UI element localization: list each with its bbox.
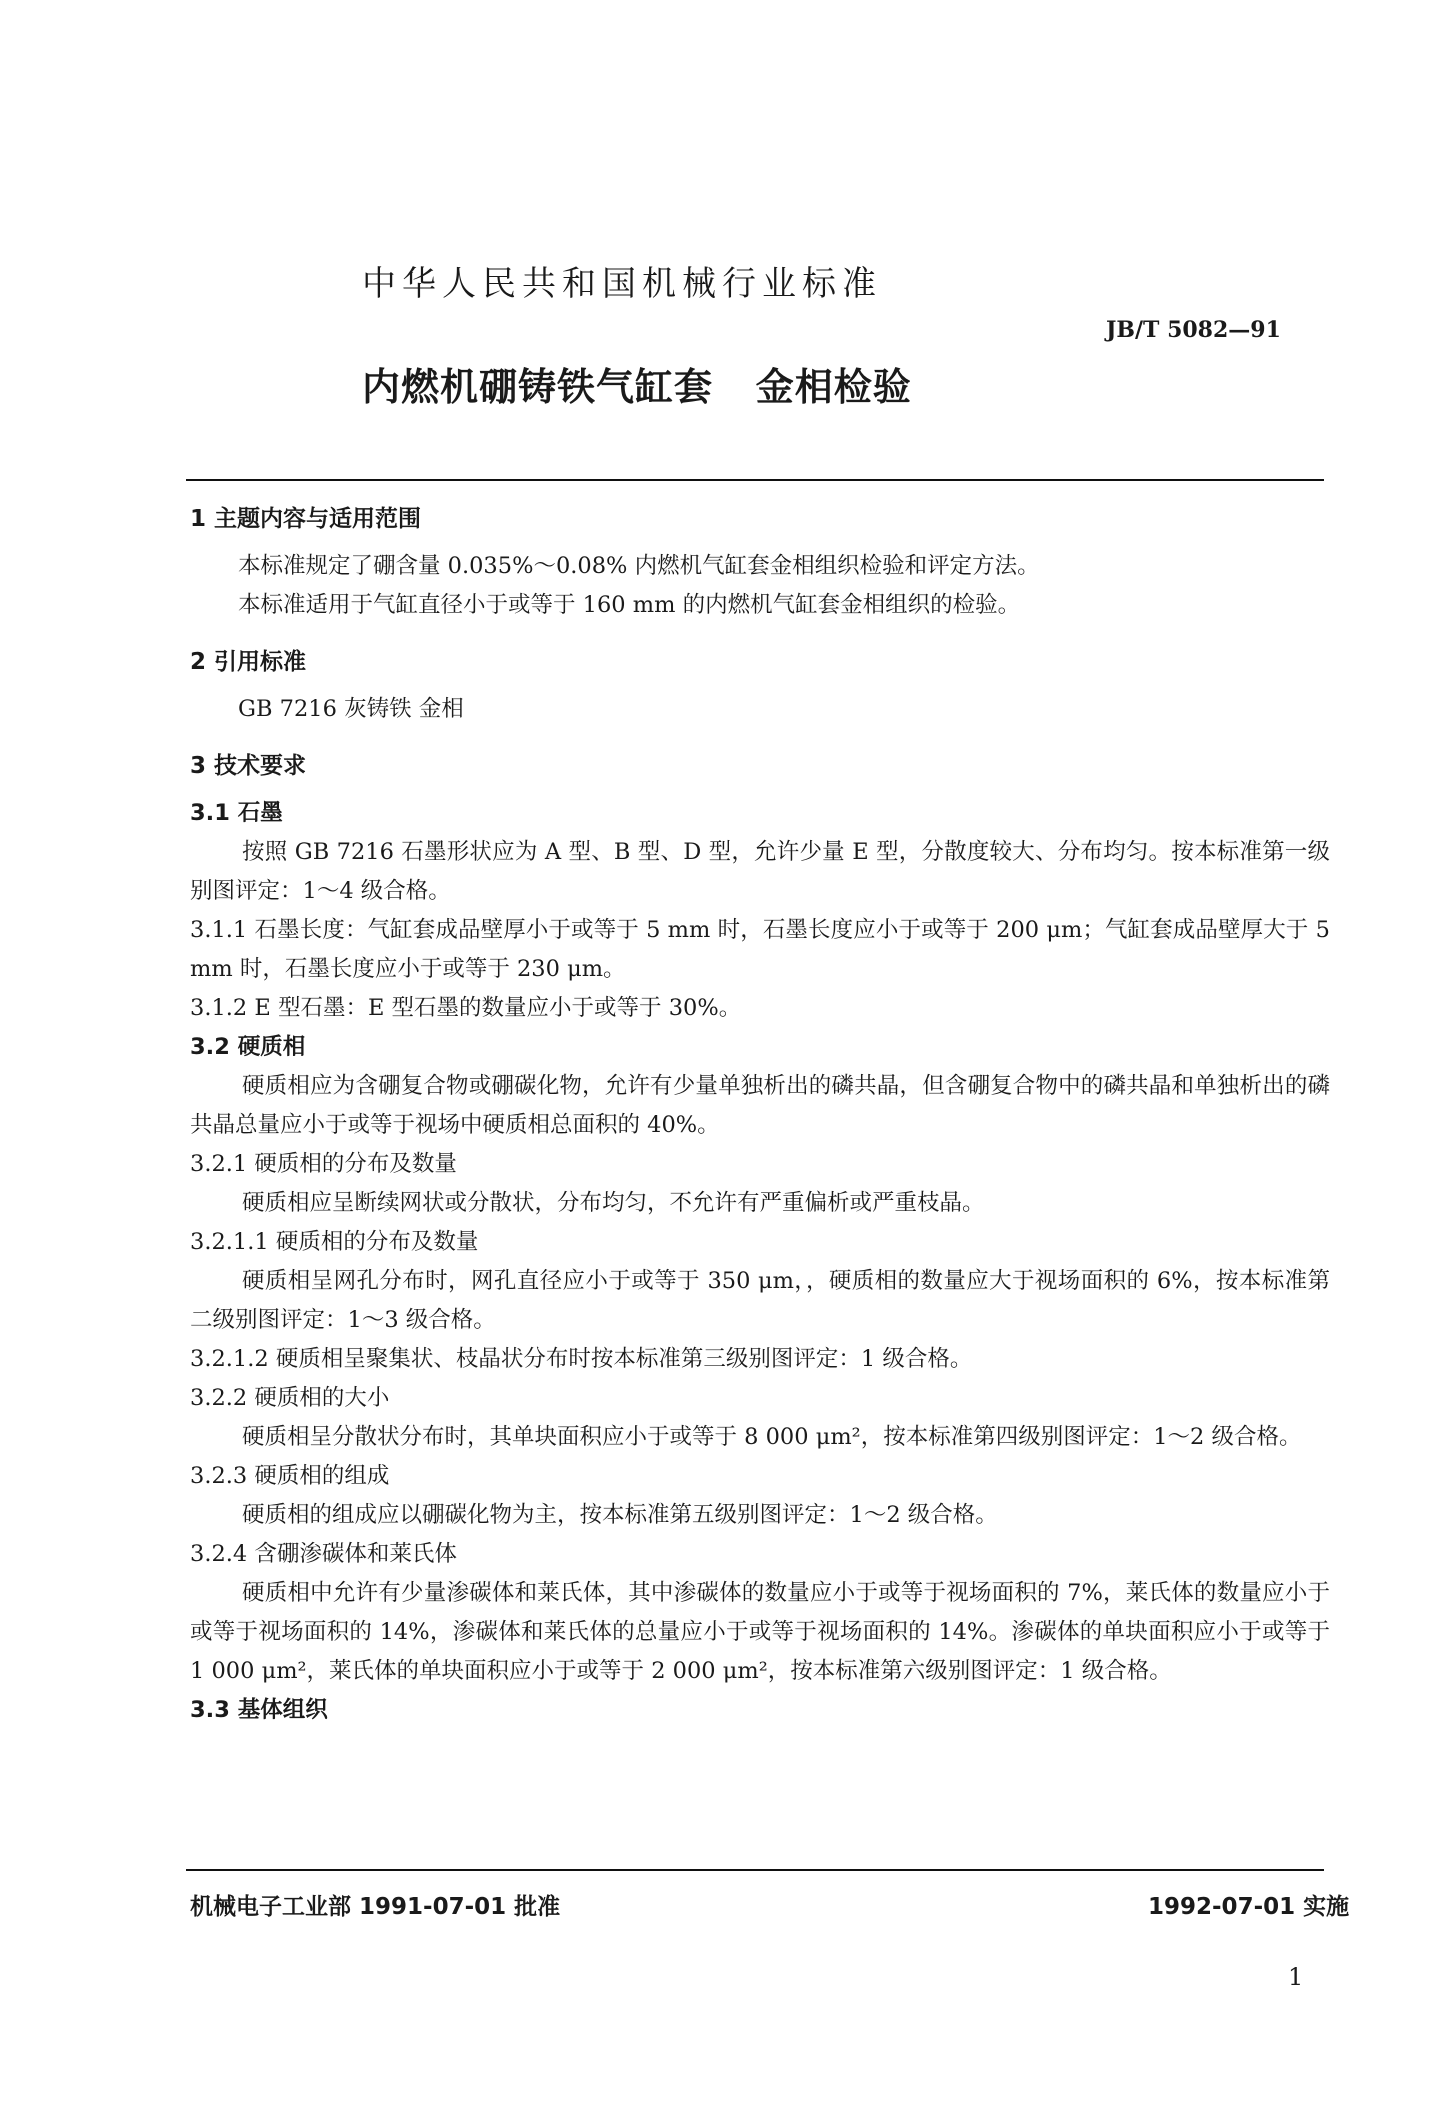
section-3-2-3-heading: 3.2.3 硬质相的组成	[190, 1463, 390, 1489]
section-2-reference: GB 7216 灰铸铁 金相	[238, 696, 464, 722]
approval-statement: 机械电子工业部 1991-07-01 批准	[190, 1894, 561, 1920]
section-3-3-heading: 3.3 基体组织	[190, 1697, 328, 1723]
section-3-1-heading: 3.1 石墨	[190, 800, 283, 826]
section-3-2-4-text: 硬质相中允许有少量渗碳体和莱氏体，其中渗碳体的数量应小于或等于视场面积的 7%，莱氏体的数量应小于或等于视场面积的 14%，渗碳体和莱氏体的总量应小于或等于视场面积的 14%。渗碳体的单块面积应小于或等于 1 000 μm²，莱氏体的单块面积应小于或等于 2 000 μm²，按本标准第六级别图评定：1 级合格。	[190, 1580, 1330, 1684]
section-3-1-2-text: 3.1.2 E 型石墨：E 型石墨的数量应小于或等于 30%。	[190, 995, 742, 1021]
section-3-2-1-1-heading: 3.2.1.1 硬质相的分布及数量	[190, 1229, 479, 1255]
document-body	[190, 500, 1330, 1730]
section-3-2-text: 硬质相应为含硼复合物或硼碳化物，允许有少量单独析出的磷共晶，但含硼复合物中的磷共晶和单独析出的磷共晶总量应小于或等于视场中硬质相总面积的 40%。	[190, 1073, 1330, 1138]
section-3-2-1-2-text: 3.2.1.2 硬质相呈聚集状、枝晶状分布时按本标准第三级别图评定：1 级合格。	[190, 1346, 973, 1372]
standard-number: JB/T 5082—91	[1106, 317, 1281, 343]
section-3-2-heading: 3.2 硬质相	[190, 1034, 306, 1060]
section-3-2-3-text: 硬质相的组成应以硼碳化物为主，按本标准第五级别图评定：1～2 级合格。	[242, 1502, 998, 1528]
issuing-body-title: 中华人民共和国机械行业标准	[362, 264, 882, 304]
section-3-2-1-text: 硬质相应呈断续网状或分散状，分布均匀，不允许有严重偏析或严重枝晶。	[242, 1190, 985, 1216]
section-3-2-1-1-text: 硬质相呈网孔分布时，网孔直径应小于或等于 350 μm，，硬质相的数量应大于视场面积的 6%，按本标准第二级别图评定：1～3 级合格。	[190, 1268, 1330, 1333]
section-3-1-text: 按照 GB 7216 石墨形状应为 A 型、B 型、D 型，允许少量 E 型，分散度较大、分布均匀。按本标准第一级别图评定：1～4 级合格。	[190, 839, 1330, 904]
section-3-1-1-text: 3.1.1 石墨长度：气缸套成品壁厚小于或等于 5 mm 时，石墨长度应小于或等于 200 μm；气缸套成品壁厚大于 5 mm 时，石墨长度应小于或等于 230 μm。	[190, 917, 1330, 982]
section-3-2-4-heading: 3.2.4 含硼渗碳体和莱氏体	[190, 1541, 457, 1567]
section-2-heading: 2 引用标准	[190, 649, 307, 675]
implementation-date: 1992-07-01 实施	[1148, 1894, 1350, 1920]
section-1-heading: 1 主题内容与适用范围	[190, 506, 422, 532]
section-3-heading: 3 技术要求	[190, 753, 307, 779]
document-title: 内燃机硼铸铁气缸套 金相检验	[362, 365, 912, 409]
footer-divider	[186, 1869, 1324, 1871]
section-1-paragraph-1: 本标准规定了硼含量 0.035%～0.08% 内燃机气缸套金相组织检验和评定方法。	[238, 553, 1040, 579]
page-number: 1	[1288, 1963, 1304, 1991]
section-3-2-2-text: 硬质相呈分散状分布时，其单块面积应小于或等于 8 000 μm²，按本标准第四级别图评定：1～2 级合格。	[242, 1424, 1302, 1450]
section-3-2-1-heading: 3.2.1 硬质相的分布及数量	[190, 1151, 457, 1177]
section-1-paragraph-2: 本标准适用于气缸直径小于或等于 160 mm 的内燃机气缸套金相组织的检验。	[238, 592, 1021, 618]
header-divider	[186, 479, 1324, 481]
section-3-2-2-heading: 3.2.2 硬质相的大小	[190, 1385, 390, 1411]
